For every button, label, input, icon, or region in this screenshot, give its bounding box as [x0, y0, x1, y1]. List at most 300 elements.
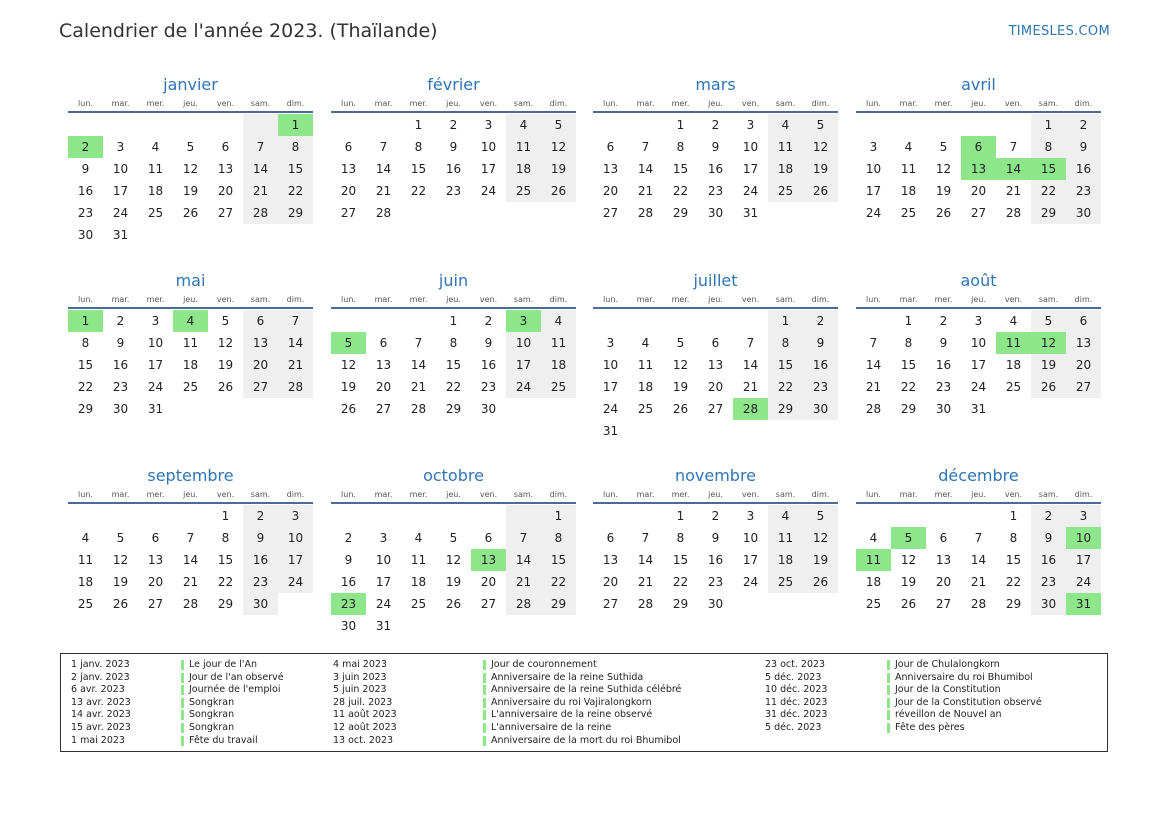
- month-divider: [68, 307, 313, 309]
- day-cell: 24: [506, 376, 541, 398]
- day-cell: 14: [243, 158, 278, 180]
- holiday-day-cell: 14: [996, 158, 1031, 180]
- day-cell: 9: [1031, 527, 1066, 549]
- legend-holiday-name: Anniversaire du roi Bhumibol: [895, 671, 1033, 683]
- month-divider: [331, 307, 576, 309]
- day-cell: 13: [147, 553, 164, 567]
- day-cell: 11: [147, 162, 164, 176]
- page-title: Calendrier de l'année 2023. (Thaïlande): [59, 20, 438, 42]
- month-name: septembre: [147, 466, 234, 485]
- day-cell: 30: [480, 402, 497, 416]
- day-cell: 6: [379, 336, 388, 350]
- day-cell: 6: [243, 310, 278, 332]
- holiday-marker: [887, 685, 890, 695]
- day-empty: [698, 310, 733, 332]
- day-cell: 6: [484, 531, 493, 545]
- day-cell: 2: [1066, 114, 1101, 136]
- weekday-label: sam.: [775, 490, 796, 499]
- day-cell: 27: [707, 402, 724, 416]
- day-cell: 27: [340, 206, 357, 220]
- legend-date: 3 juin 2023: [333, 671, 387, 683]
- day-cell: 21: [637, 184, 654, 198]
- day-cell: 25: [182, 380, 199, 394]
- holiday-day-cell: 5: [331, 332, 366, 354]
- day-grid: [856, 310, 1101, 420]
- weekday-label: lun.: [341, 490, 356, 499]
- day-cell: 14: [278, 332, 313, 354]
- day-cell: 10: [278, 527, 313, 549]
- day-cell: 24: [602, 402, 619, 416]
- day-cell: 22: [541, 571, 576, 593]
- legend-date: 14 avr. 2023: [71, 709, 131, 721]
- day-grid: [68, 114, 313, 246]
- day-cell: 24: [112, 206, 129, 220]
- legend-date: 11 déc. 2023: [765, 696, 828, 708]
- day-empty: [856, 114, 891, 136]
- day-cell: 25: [865, 597, 882, 611]
- day-cell: 13: [243, 332, 278, 354]
- day-cell: 26: [900, 597, 917, 611]
- day-cell: 21: [1005, 184, 1022, 198]
- day-cell: 14: [637, 162, 654, 176]
- month-6: [593, 270, 838, 442]
- weekday-label: mer.: [671, 295, 690, 304]
- day-cell: 22: [445, 380, 462, 394]
- day-cell: 27: [970, 206, 987, 220]
- legend-holiday-name: Songkran: [189, 721, 235, 733]
- day-empty: [628, 114, 663, 136]
- day-cell: 18: [410, 575, 427, 589]
- day-cell: 2: [711, 509, 720, 523]
- day-cell: 1: [414, 118, 423, 132]
- legend-holiday-name: Anniversaire de la reine Suthida célébré: [491, 684, 682, 696]
- day-cell: 19: [900, 575, 917, 589]
- holiday-marker: [181, 660, 184, 670]
- weekday-label: ven.: [741, 490, 760, 499]
- day-cell: 7: [414, 336, 423, 350]
- day-empty: [891, 505, 926, 527]
- day-cell: 8: [676, 140, 685, 154]
- legend-date: 4 mai 2023: [333, 659, 387, 670]
- weekday-label: mer.: [671, 490, 690, 499]
- day-cell: 10: [970, 336, 987, 350]
- day-cell: 24: [742, 184, 759, 198]
- day-cell: 9: [803, 332, 838, 354]
- day-cell: 31: [375, 619, 392, 633]
- day-cell: 7: [186, 531, 195, 545]
- weekday-label: sam.: [1038, 99, 1059, 108]
- month-name: novembre: [674, 466, 757, 485]
- day-cell: 6: [711, 336, 720, 350]
- day-cell: 3: [151, 314, 160, 328]
- day-cell: 8: [81, 336, 90, 350]
- day-cell: 20: [707, 380, 724, 394]
- day-cell: 27: [1066, 376, 1101, 398]
- holiday-day-cell: 2: [68, 136, 103, 158]
- weekday-label: mar.: [636, 490, 655, 499]
- day-cell: 7: [869, 336, 878, 350]
- day-cell: 15: [445, 358, 462, 372]
- weekday-label: jeu.: [708, 99, 723, 108]
- day-cell: 20: [935, 575, 952, 589]
- holiday-marker: [483, 698, 486, 708]
- day-cell: 3: [606, 336, 615, 350]
- day-cell: 7: [243, 136, 278, 158]
- day-cell: 12: [445, 553, 462, 567]
- day-empty: [733, 310, 768, 332]
- day-cell: 28: [182, 597, 199, 611]
- weekday-header: [68, 488, 313, 502]
- day-cell: 9: [711, 531, 720, 545]
- day-cell: 7: [379, 140, 388, 154]
- day-cell: 8: [449, 336, 458, 350]
- day-cell: 26: [803, 180, 838, 202]
- weekday-label: ven.: [479, 99, 498, 108]
- day-cell: 25: [77, 597, 94, 611]
- day-empty: [628, 505, 663, 527]
- day-cell: 31: [602, 424, 619, 438]
- day-cell: 14: [182, 553, 199, 567]
- day-cell: 14: [637, 553, 654, 567]
- weekday-label: lun.: [866, 295, 881, 304]
- day-cell: 2: [243, 505, 278, 527]
- weekday-label: lun.: [603, 99, 618, 108]
- day-cell: 1: [221, 509, 230, 523]
- month-10: [593, 465, 838, 615]
- holiday-marker: [181, 736, 184, 746]
- day-empty: [856, 310, 891, 332]
- legend-date: 11 août 2023: [333, 709, 397, 721]
- weekday-label: mar.: [899, 490, 918, 499]
- day-cell: 23: [77, 206, 94, 220]
- day-cell: 26: [672, 402, 689, 416]
- day-cell: 5: [676, 336, 685, 350]
- day-cell: 26: [217, 380, 234, 394]
- day-cell: 28: [865, 402, 882, 416]
- day-cell: 13: [707, 358, 724, 372]
- day-cell: 31: [147, 402, 164, 416]
- day-cell: 29: [541, 593, 576, 615]
- day-cell: 18: [147, 184, 164, 198]
- day-cell: 20: [1066, 354, 1101, 376]
- day-cell: 20: [340, 184, 357, 198]
- month-name: juin: [438, 271, 469, 290]
- day-cell: 21: [410, 380, 427, 394]
- legend-holiday-name: Anniversaire du roi Vajiralongkorn: [491, 696, 652, 708]
- site-link[interactable]: TIMESLES.COM: [1008, 24, 1110, 39]
- holiday-day-cell: 10: [1066, 527, 1101, 549]
- day-cell: 4: [414, 531, 423, 545]
- weekday-label: mer.: [934, 99, 953, 108]
- day-cell: 11: [637, 358, 654, 372]
- day-cell: 20: [243, 354, 278, 376]
- day-cell: 18: [1005, 358, 1022, 372]
- month-divider: [593, 307, 838, 309]
- day-empty: [366, 114, 401, 136]
- day-cell: 24: [480, 184, 497, 198]
- day-cell: 25: [1005, 380, 1022, 394]
- day-cell: 5: [803, 505, 838, 527]
- day-cell: 3: [278, 505, 313, 527]
- day-cell: 26: [935, 206, 952, 220]
- holiday-marker: [887, 673, 890, 683]
- weekday-label: dim.: [549, 99, 568, 108]
- day-cell: 30: [243, 593, 278, 615]
- legend-holiday-name: réveillon de Nouvel an: [895, 709, 1002, 721]
- day-cell: 16: [707, 162, 724, 176]
- holiday-marker: [483, 660, 486, 670]
- day-cell: 18: [637, 380, 654, 394]
- day-cell: 29: [217, 597, 234, 611]
- day-cell: 21: [243, 180, 278, 202]
- day-cell: 16: [707, 553, 724, 567]
- day-cell: 9: [1066, 136, 1101, 158]
- day-cell: 23: [480, 380, 497, 394]
- day-cell: 7: [974, 531, 983, 545]
- day-empty: [593, 505, 628, 527]
- weekday-label: sam.: [513, 295, 534, 304]
- day-cell: 17: [147, 358, 164, 372]
- day-cell: 19: [340, 380, 357, 394]
- day-cell: 15: [672, 553, 689, 567]
- day-cell: 12: [112, 553, 129, 567]
- day-cell: 6: [221, 140, 230, 154]
- day-cell: 18: [900, 184, 917, 198]
- day-cell: 30: [77, 228, 94, 242]
- weekday-label: sam.: [250, 295, 271, 304]
- day-cell: 26: [1031, 376, 1066, 398]
- month-7: [856, 270, 1101, 420]
- day-cell: 20: [602, 575, 619, 589]
- day-cell: 28: [1005, 206, 1022, 220]
- weekday-header: [331, 488, 576, 502]
- day-cell: 2: [116, 314, 125, 328]
- legend-holiday-name: Jour de l'an observé: [189, 671, 284, 683]
- day-cell: 13: [1066, 332, 1101, 354]
- day-cell: 20: [147, 575, 164, 589]
- legend-date: 13 oct. 2023: [333, 734, 394, 746]
- day-cell: 25: [410, 597, 427, 611]
- day-cell: 17: [602, 380, 619, 394]
- day-cell: 28: [506, 593, 541, 615]
- day-empty: [401, 310, 436, 332]
- day-empty: [856, 505, 891, 527]
- day-cell: 8: [414, 140, 423, 154]
- legend-date: 12 août 2023: [333, 721, 397, 733]
- day-cell: 8: [676, 531, 685, 545]
- day-empty: [593, 114, 628, 136]
- weekday-label: dim.: [1074, 295, 1093, 304]
- legend-date: 2 janv. 2023: [71, 671, 130, 683]
- day-cell: 10: [375, 553, 392, 567]
- day-cell: 2: [711, 118, 720, 132]
- day-cell: 1: [541, 505, 576, 527]
- day-cell: 25: [768, 571, 803, 593]
- weekday-label: jeu.: [708, 490, 723, 499]
- day-cell: 22: [278, 180, 313, 202]
- legend-holiday-name: Fête des pères: [895, 721, 965, 733]
- legend-holiday-name: Songkran: [189, 709, 235, 721]
- weekday-label: dim.: [549, 490, 568, 499]
- weekday-label: lun.: [603, 490, 618, 499]
- holiday-marker: [483, 673, 486, 683]
- day-grid: [593, 310, 838, 442]
- holiday-marker: [887, 723, 890, 733]
- day-cell: 10: [112, 162, 129, 176]
- holiday-day-cell: 3: [506, 310, 541, 332]
- day-cell: 12: [935, 162, 952, 176]
- legend-date: 5 déc. 2023: [765, 671, 822, 683]
- day-grid: [331, 310, 576, 420]
- day-grid: [856, 505, 1101, 615]
- day-cell: 19: [672, 380, 689, 394]
- day-cell: 17: [865, 184, 882, 198]
- holiday-legend: [60, 653, 1108, 752]
- weekday-label: jeu.: [446, 295, 461, 304]
- month-name: décembre: [938, 466, 1019, 485]
- weekday-header: [593, 97, 838, 111]
- day-cell: 22: [672, 575, 689, 589]
- day-empty: [926, 114, 961, 136]
- day-cell: 25: [900, 206, 917, 220]
- weekday-label: mer.: [671, 99, 690, 108]
- day-cell: 3: [746, 118, 755, 132]
- month-divider: [593, 502, 838, 504]
- day-cell: 23: [803, 376, 838, 398]
- weekday-label: ven.: [479, 490, 498, 499]
- day-cell: 9: [939, 336, 948, 350]
- day-cell: 8: [768, 332, 803, 354]
- weekday-label: dim.: [811, 99, 830, 108]
- day-cell: 15: [768, 354, 803, 376]
- day-grid: [68, 505, 313, 615]
- day-cell: 1: [1031, 114, 1066, 136]
- day-cell: 21: [182, 575, 199, 589]
- weekday-label: lun.: [341, 99, 356, 108]
- weekday-label: ven.: [216, 295, 235, 304]
- day-cell: 17: [742, 162, 759, 176]
- weekday-label: dim.: [549, 295, 568, 304]
- month-divider: [593, 111, 838, 113]
- holiday-marker: [887, 698, 890, 708]
- weekday-label: ven.: [1004, 295, 1023, 304]
- day-cell: 20: [970, 184, 987, 198]
- day-cell: 19: [445, 575, 462, 589]
- day-cell: 11: [768, 527, 803, 549]
- month-divider: [856, 111, 1101, 113]
- day-cell: 21: [970, 575, 987, 589]
- holiday-day-cell: 1: [278, 114, 313, 136]
- day-empty: [961, 505, 996, 527]
- day-cell: 3: [1066, 505, 1101, 527]
- day-cell: 7: [1009, 140, 1018, 154]
- day-cell: 22: [217, 575, 234, 589]
- day-cell: 11: [506, 136, 541, 158]
- day-cell: 15: [900, 358, 917, 372]
- weekday-label: sam.: [1038, 295, 1059, 304]
- day-cell: 24: [375, 597, 392, 611]
- day-cell: 5: [1031, 310, 1066, 332]
- day-empty: [366, 310, 401, 332]
- day-cell: 12: [217, 336, 234, 350]
- weekday-header: [856, 97, 1101, 111]
- day-cell: 31: [970, 402, 987, 416]
- legend-holiday-name: Jour de la Constitution: [895, 684, 1001, 696]
- holiday-marker: [181, 673, 184, 683]
- day-empty: [401, 505, 436, 527]
- day-cell: 11: [541, 332, 576, 354]
- day-cell: 7: [746, 336, 755, 350]
- day-cell: 17: [1066, 549, 1101, 571]
- day-cell: 5: [116, 531, 125, 545]
- day-cell: 24: [278, 571, 313, 593]
- weekday-label: dim.: [286, 99, 305, 108]
- day-cell: 17: [506, 354, 541, 376]
- month-name: mai: [175, 271, 206, 290]
- day-cell: 14: [375, 162, 392, 176]
- day-cell: 25: [637, 402, 654, 416]
- day-cell: 30: [1066, 202, 1101, 224]
- weekday-label: sam.: [513, 490, 534, 499]
- weekday-label: lun.: [78, 490, 93, 499]
- weekday-label: mer.: [409, 490, 428, 499]
- weekday-label: sam.: [775, 295, 796, 304]
- weekday-label: mer.: [146, 99, 165, 108]
- day-empty: [68, 114, 103, 136]
- day-cell: 24: [147, 380, 164, 394]
- weekday-label: lun.: [78, 295, 93, 304]
- legend-date: 15 avr. 2023: [71, 721, 131, 733]
- day-cell: 8: [1031, 136, 1066, 158]
- legend-holiday-name: Le jour de l'An: [189, 659, 258, 670]
- month-name: juillet: [693, 271, 738, 290]
- day-cell: 19: [803, 158, 838, 180]
- holiday-day-cell: 11: [856, 549, 891, 571]
- day-cell: 28: [278, 376, 313, 398]
- day-cell: 18: [182, 358, 199, 372]
- day-cell: 6: [151, 531, 160, 545]
- legend-holiday-name: Songkran: [189, 696, 235, 708]
- day-cell: 15: [410, 162, 427, 176]
- day-cell: 19: [803, 549, 838, 571]
- day-grid: [331, 505, 576, 637]
- day-cell: 23: [112, 380, 129, 394]
- month-name: octobre: [423, 466, 484, 485]
- holiday-day-cell: 4: [173, 310, 208, 332]
- month-divider: [68, 111, 313, 113]
- day-cell: 19: [182, 184, 199, 198]
- day-cell: 25: [768, 180, 803, 202]
- day-empty: [103, 114, 138, 136]
- day-cell: 8: [541, 527, 576, 549]
- day-empty: [436, 505, 471, 527]
- day-cell: 13: [602, 162, 619, 176]
- day-empty: [138, 505, 173, 527]
- day-cell: 26: [182, 206, 199, 220]
- day-cell: 16: [243, 549, 278, 571]
- day-cell: 28: [410, 402, 427, 416]
- day-cell: 30: [803, 398, 838, 420]
- month-divider: [331, 502, 576, 504]
- day-cell: 9: [81, 162, 90, 176]
- day-cell: 27: [243, 376, 278, 398]
- day-cell: 10: [602, 358, 619, 372]
- holiday-marker: [887, 710, 890, 720]
- day-cell: 8: [221, 531, 230, 545]
- day-cell: 23: [243, 571, 278, 593]
- weekday-header: [331, 293, 576, 307]
- legend-date: 13 avr. 2023: [71, 696, 131, 708]
